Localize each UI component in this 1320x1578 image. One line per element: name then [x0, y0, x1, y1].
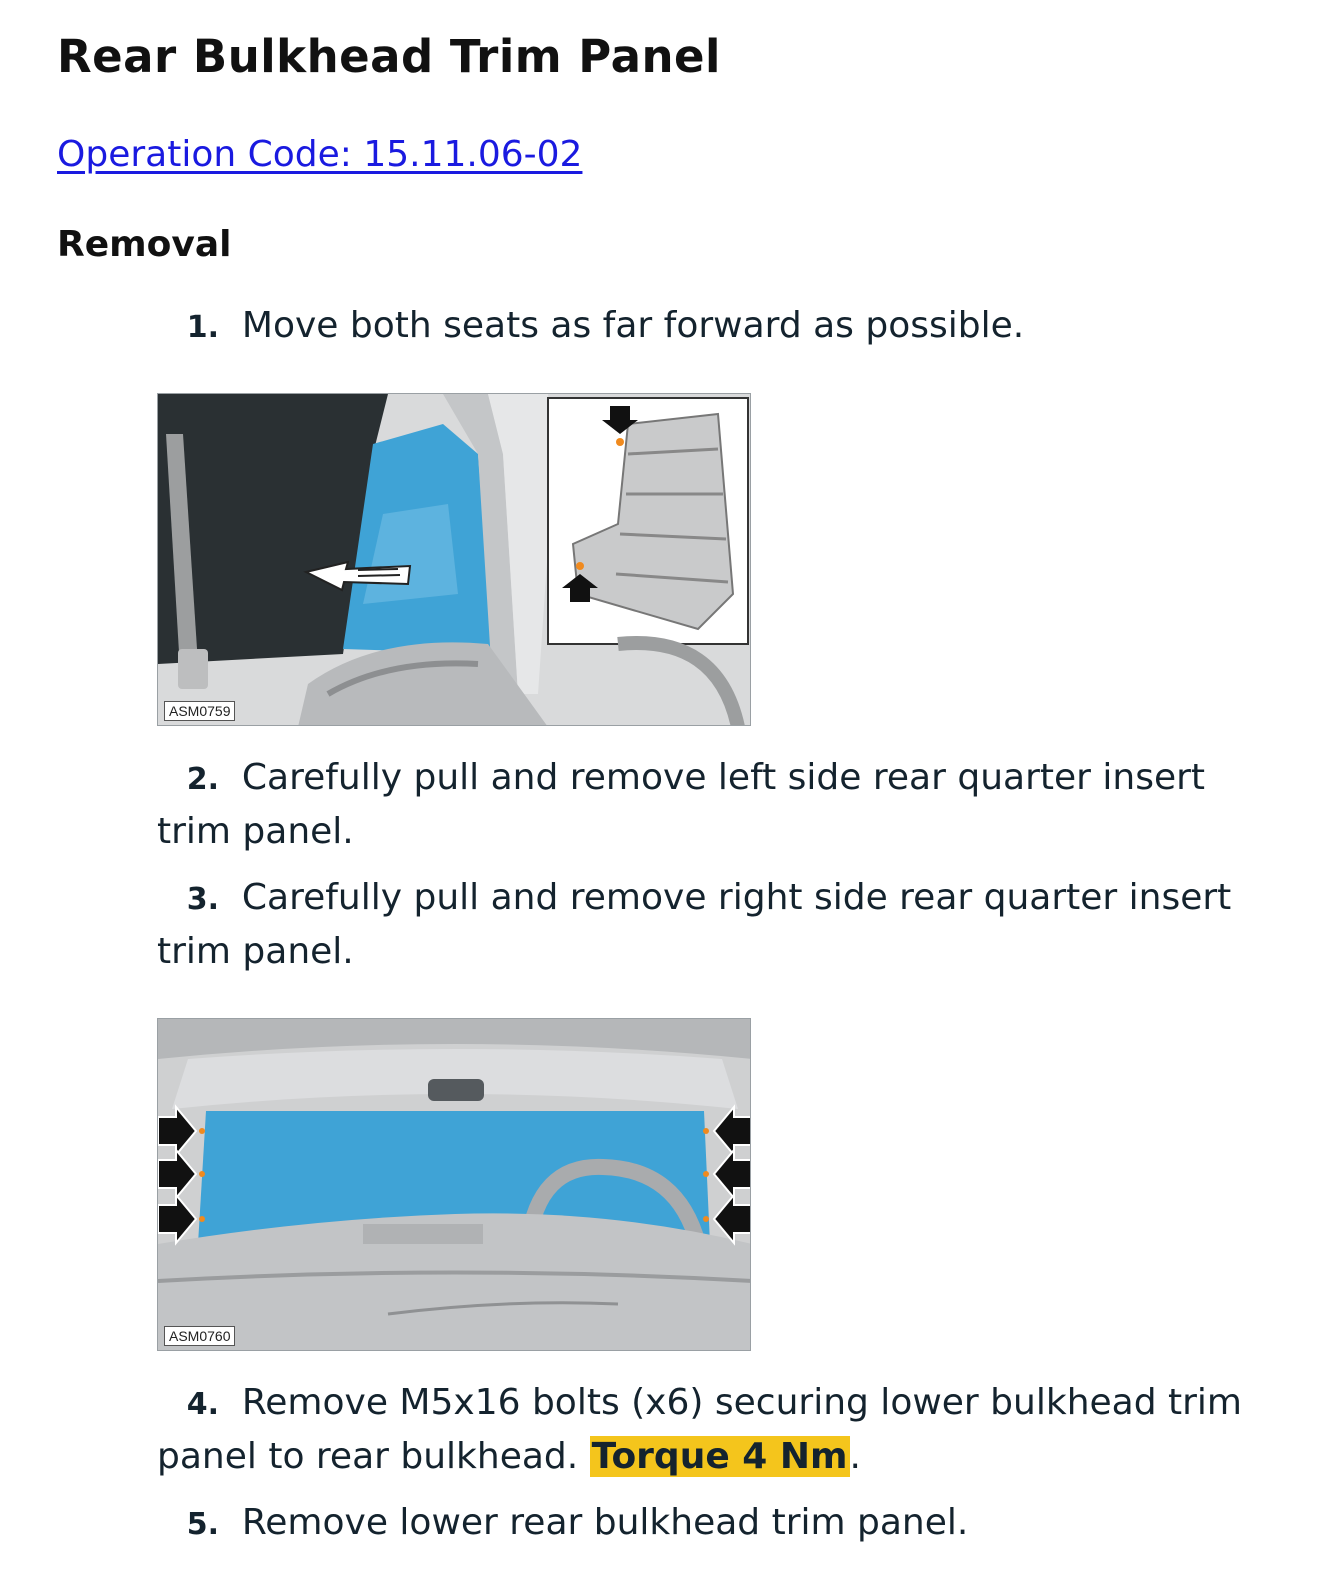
operation-code-link[interactable]: Operation Code: 15.11.06-02	[57, 134, 583, 175]
step-4	[157, 1377, 1257, 1483]
step-number: 3.	[186, 882, 219, 917]
bulkhead-bolts-illustration	[158, 1019, 751, 1351]
figure-bulkhead-bolts	[157, 1018, 751, 1351]
step-number: 4.	[186, 1387, 219, 1422]
section-heading-removal: Removal	[57, 224, 232, 265]
figure-label: ASM0760	[164, 1326, 235, 1346]
step-text: Remove lower rear bulkhead trim panel.	[241, 1502, 969, 1543]
page-title: Rear Bulkhead Trim Panel	[57, 30, 721, 83]
torque-highlight: Torque 4 Nm	[591, 1436, 848, 1477]
step-2	[157, 752, 1257, 858]
step-number: 2.	[186, 762, 219, 797]
step-text: Remove M5x16 bolts (x6) securing lower bulkhead trim panel to rear bulkhead.	[157, 1382, 1242, 1477]
step-number: 1.	[186, 310, 219, 345]
figure-label: ASM0759	[164, 701, 235, 721]
step-text: Carefully pull and remove right side rear quarter insert trim panel.	[157, 877, 1232, 972]
step-text: Move both seats as far forward as possible.	[241, 305, 1025, 346]
seat-trim-illustration	[158, 394, 751, 726]
step-3	[157, 872, 1257, 978]
step-text-end: .	[849, 1436, 861, 1477]
step-1	[157, 300, 1257, 354]
figure-seat-trim	[157, 393, 751, 726]
step-number: 5.	[186, 1507, 219, 1542]
step-text: Carefully pull and remove left side rear quarter insert trim panel.	[157, 757, 1206, 852]
step-5	[157, 1497, 1257, 1551]
